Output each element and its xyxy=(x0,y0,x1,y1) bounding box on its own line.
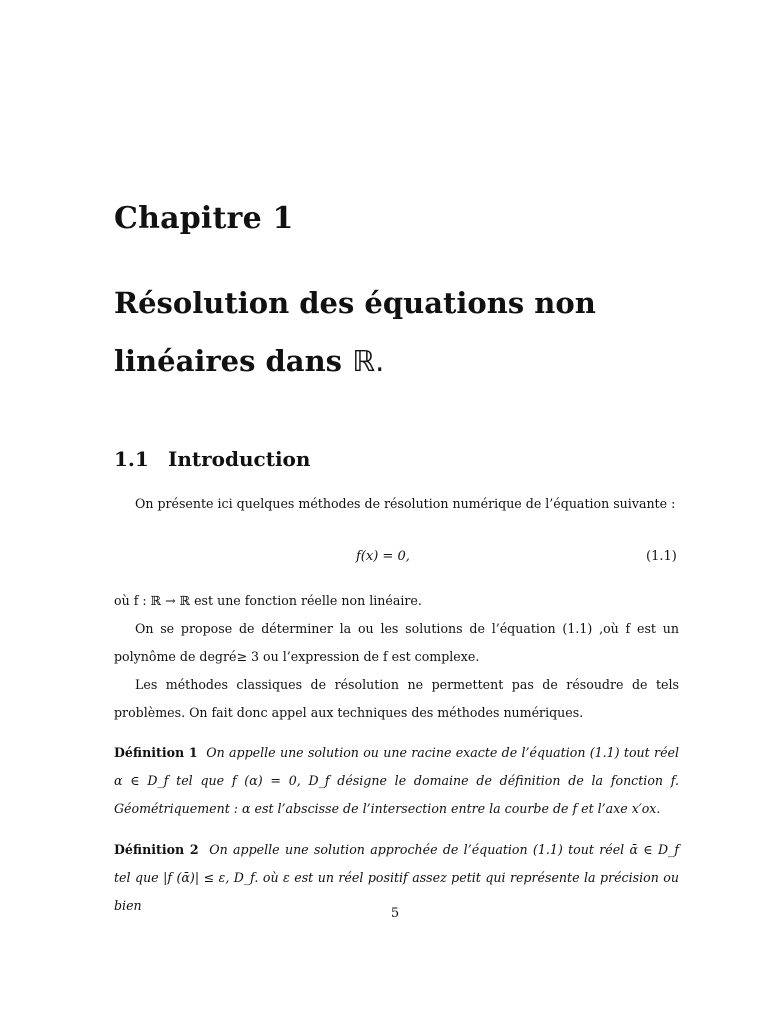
paragraph-methods: Les méthodes classiques de résolution ne permettent pas de résoudre de tels problèmes. On fait donc appel aux techniques des méthodes numériques. xyxy=(114,677,679,720)
chapter-title-line2 xyxy=(114,344,384,378)
paragraph-function: où f : ℝ → ℝ est une fonction réelle non linéaire. xyxy=(114,593,422,608)
section-title: Introduction xyxy=(168,447,311,471)
section-number: 1.1 xyxy=(114,447,149,471)
paragraph-purpose: On se propose de déterminer la ou les solutions de l’équation (1.1) ,où f est un polynôme de degré≥ 3 ou l’expression de f est complexe. xyxy=(114,621,679,664)
definition-1-label: Définition 1 xyxy=(114,745,198,760)
chapter-title-line1: Résolution des équations non xyxy=(114,286,596,320)
definition-2-label: Définition 2 xyxy=(114,842,199,857)
reals-symbol: ℝ xyxy=(352,344,376,378)
definition-1 xyxy=(114,739,679,823)
equation-number: (1.1) xyxy=(646,549,677,564)
chapter-label: Chapitre 1 xyxy=(114,201,294,236)
page-number: 5 xyxy=(390,906,400,921)
title-period: . xyxy=(375,344,385,378)
paragraph-intro: On présente ici quelques méthodes de résolution numérique de l’équation suivante : xyxy=(135,496,676,511)
definition-2-text: On appelle une solution approchée de l’équation (1.1) tout réel ᾱ ∈ D_f tel que |f (ᾱ)| ≤ ε, D_f. où ε est un réel positif assez petit qui représente la précision ou bien xyxy=(114,842,679,913)
definition-1-text: On appelle une solution ou une racine exacte de l’équation (1.1) tout réel α ∈ D_f tel que f (α) = 0, D_f désigne le domaine de définition de la fonction f. Géométriquement : α est l’abscisse de l’intersection entre la courbe de f et l’axe x′ox. xyxy=(114,745,679,816)
equation: f(x) = 0, xyxy=(356,549,410,564)
section-heading xyxy=(114,447,310,471)
title-line2-text: linéaires dans xyxy=(114,344,353,378)
